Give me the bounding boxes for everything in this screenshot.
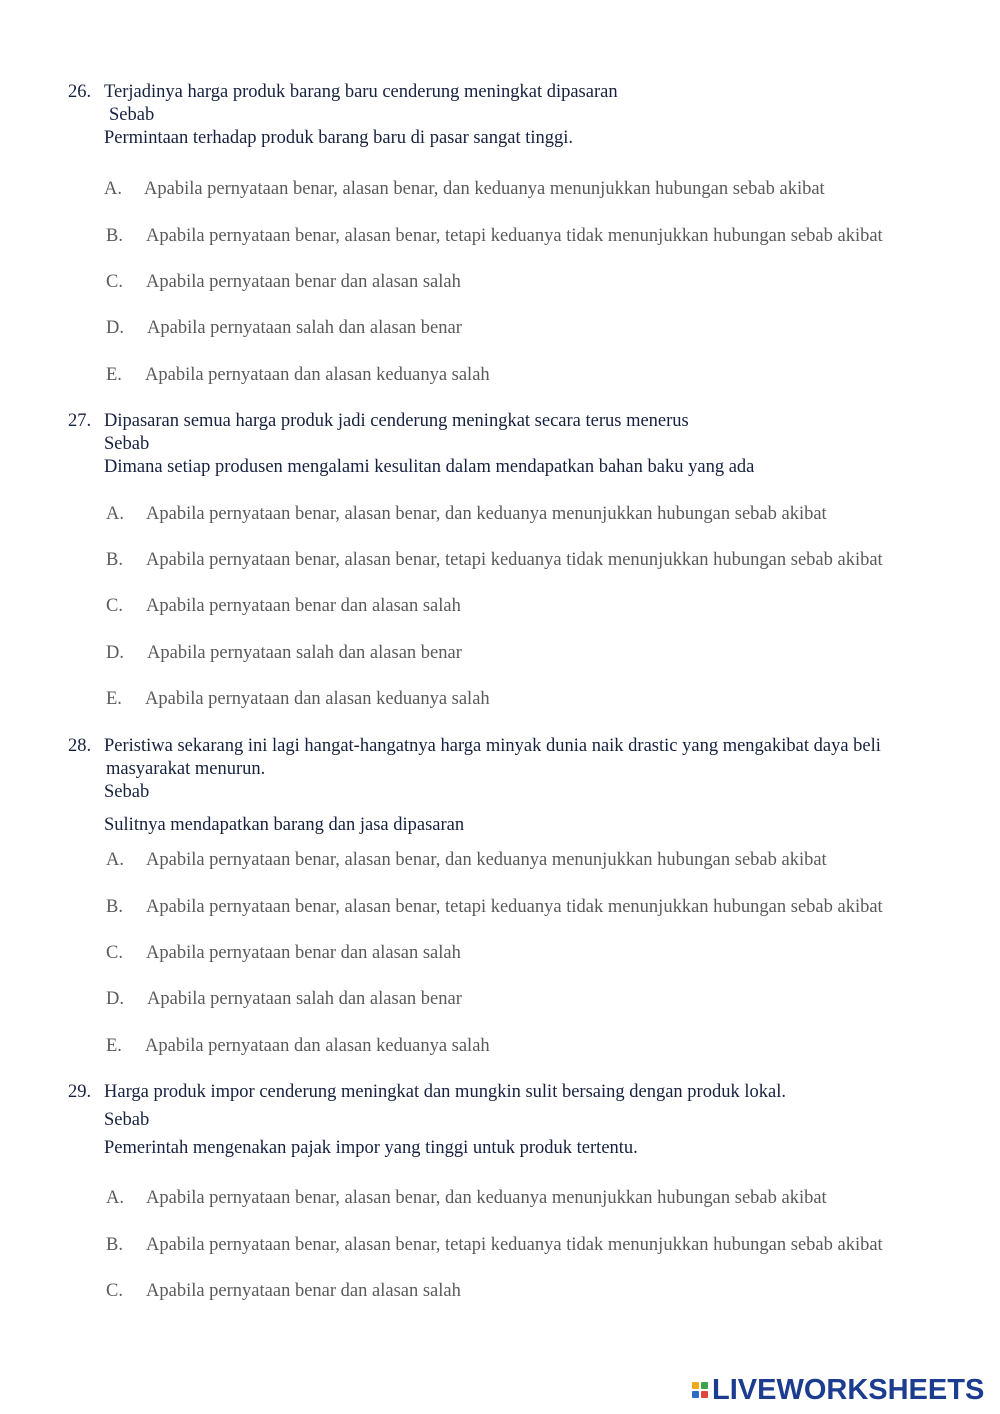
option-text: Apabila pernyataan dan alasan keduanya salah	[145, 1036, 490, 1056]
option-letter: C.	[106, 943, 123, 963]
option-text: Apabila pernyataan benar dan alasan salah	[146, 1281, 461, 1301]
option-letter: D.	[106, 989, 124, 1009]
option-text: Apabila pernyataan salah dan alasan benar	[147, 643, 462, 663]
question-reason: Permintaan terhadap produk barang baru di pasar sangat tinggi.	[104, 128, 574, 148]
question-number: 27.	[68, 411, 92, 431]
question-reason: Dimana setiap produsen mengalami kesulitan dalam mendapatkan bahan baku yang ada	[104, 457, 755, 477]
option-text: Apabila pernyataan benar, alasan benar, dan keduanya menunjukkan hubungan sebab akibat	[146, 1188, 827, 1208]
option-letter: A.	[106, 1188, 124, 1208]
option-letter: A.	[106, 504, 124, 524]
option-text: Apabila pernyataan benar dan alasan salah	[146, 596, 461, 616]
option-text: Apabila pernyataan benar, alasan benar, dan keduanya menunjukkan hubungan sebab akibat	[146, 504, 827, 524]
question-statement: Dipasaran semua harga produk jadi cenderung meningkat secara terus menerus	[104, 411, 689, 431]
logo-mark-icon	[692, 1382, 708, 1398]
option-letter: B.	[106, 226, 123, 246]
option-letter: A.	[104, 179, 122, 199]
question-number: 26.	[68, 82, 92, 102]
logo-square	[692, 1382, 699, 1389]
option-letter: C.	[106, 596, 123, 616]
option-letter: B.	[106, 1235, 123, 1255]
question-reason: Sulitnya mendapatkan barang dan jasa dipasaran	[104, 815, 465, 835]
option-letter: A.	[106, 850, 124, 870]
option-letter: E.	[106, 365, 122, 385]
option-text: Apabila pernyataan benar dan alasan salah	[146, 272, 461, 292]
option-letter: E.	[106, 689, 122, 709]
option-letter: C.	[106, 1281, 123, 1301]
question-statement: Terjadinya harga produk barang baru cenderung meningkat dipasaran	[104, 82, 618, 102]
question-reason: Pemerintah mengenakan pajak impor yang tinggi untuk produk tertentu.	[104, 1138, 638, 1158]
question-statement: Harga produk impor cenderung meningkat dan mungkin sulit bersaing dengan produk lokal.	[104, 1082, 786, 1102]
option-text: Apabila pernyataan benar, alasan benar, tetapi keduanya tidak menunjukkan hubungan sebab akibat	[146, 550, 883, 570]
option-text: Apabila pernyataan benar, alasan benar, tetapi keduanya tidak menunjukkan hubungan sebab akibat	[146, 226, 883, 246]
option-text: Apabila pernyataan benar, alasan benar, tetapi keduanya tidak menunjukkan hubungan sebab akibat	[146, 897, 883, 917]
liveworksheets-logo[interactable]	[692, 1374, 984, 1406]
question-connector: Sebab	[104, 1110, 150, 1130]
option-letter: E.	[106, 1036, 122, 1056]
option-letter: C.	[106, 272, 123, 292]
option-letter: B.	[106, 897, 123, 917]
question-connector: Sebab	[104, 434, 150, 454]
logo-text: LIVEWORKSHEETS	[712, 1373, 985, 1406]
option-letter: D.	[106, 643, 124, 663]
logo-square	[692, 1391, 699, 1398]
option-text: Apabila pernyataan salah dan alasan benar	[147, 989, 462, 1009]
option-text: Apabila pernyataan dan alasan keduanya salah	[145, 365, 490, 385]
logo-square	[701, 1391, 708, 1398]
question-connector: Sebab	[104, 782, 150, 802]
question-number: 28.	[68, 736, 92, 756]
question-number: 29.	[68, 1082, 92, 1102]
option-text: Apabila pernyataan salah dan alasan benar	[147, 318, 462, 338]
option-text: Apabila pernyataan benar, alasan benar, tetapi keduanya tidak menunjukkan hubungan sebab akibat	[146, 1235, 883, 1255]
option-text: Apabila pernyataan dan alasan keduanya salah	[145, 689, 490, 709]
option-letter: D.	[106, 318, 124, 338]
option-text: Apabila pernyataan benar, alasan benar, dan keduanya menunjukkan hubungan sebab akibat	[146, 850, 827, 870]
option-text: Apabila pernyataan benar, alasan benar, dan keduanya menunjukkan hubungan sebab akibat	[144, 179, 825, 199]
option-text: Apabila pernyataan benar dan alasan salah	[146, 943, 461, 963]
question-statement: Peristiwa sekarang ini lagi hangat-hangatnya harga minyak dunia naik drastic yang mengakibat daya beli	[104, 736, 881, 756]
logo-square	[701, 1382, 708, 1389]
question-connector: Sebab	[109, 105, 155, 125]
question-statement-continued: masyarakat menurun.	[106, 759, 266, 779]
option-letter: B.	[106, 550, 123, 570]
